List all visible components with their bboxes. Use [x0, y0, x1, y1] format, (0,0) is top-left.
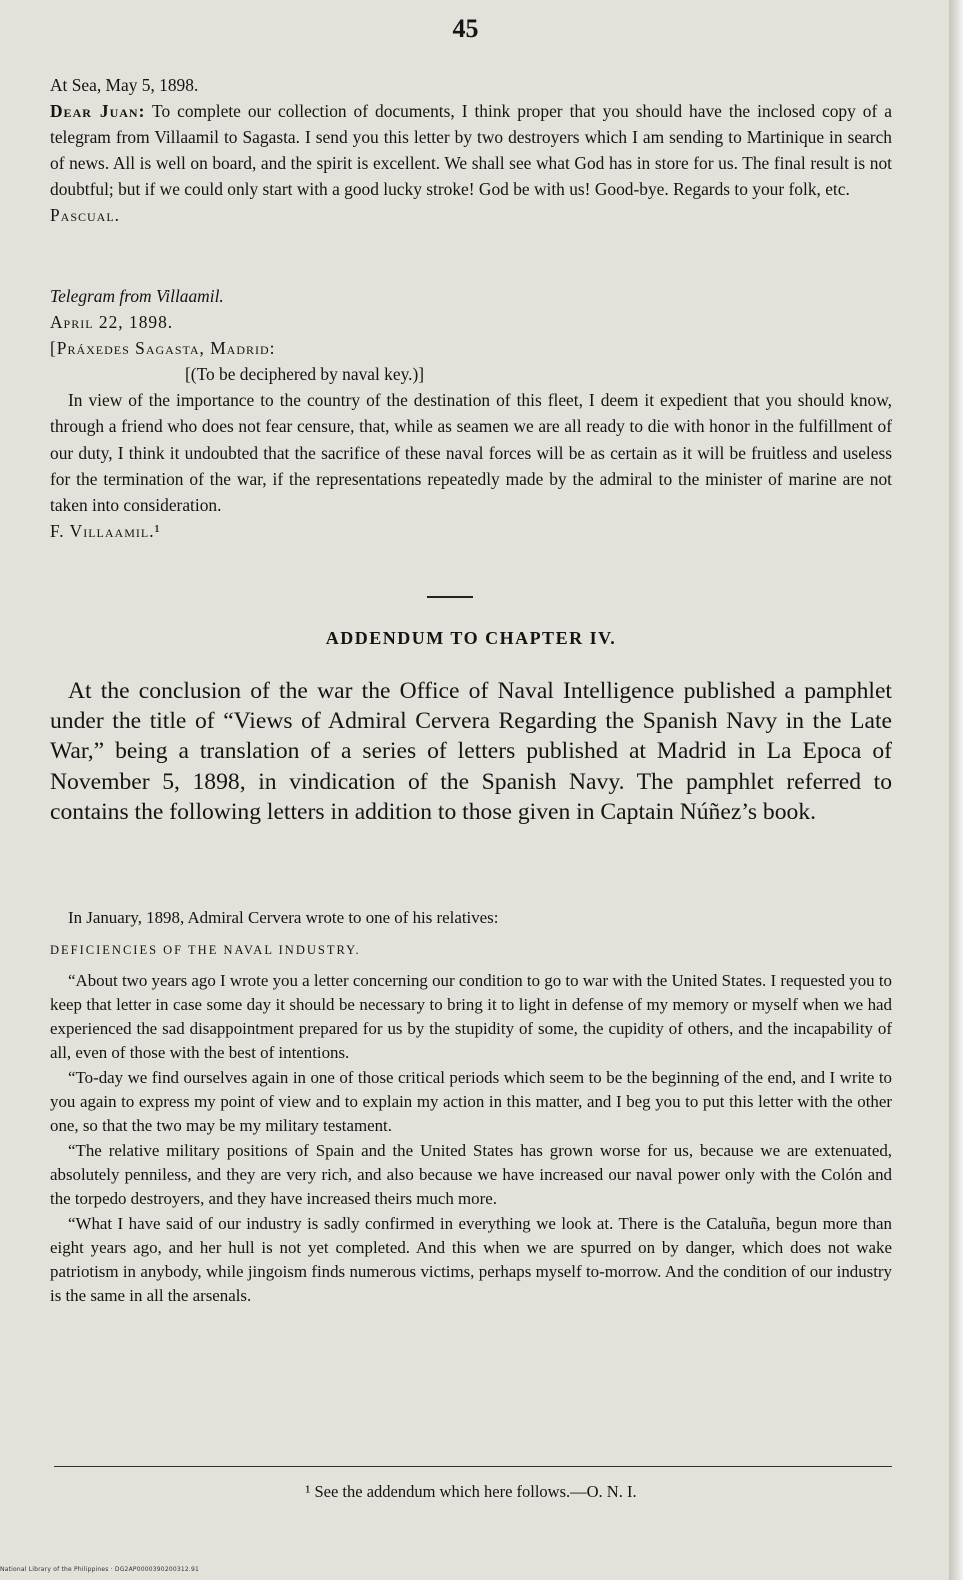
telegram-body: In view of the importance to the country of the destination of this fleet, I deem it expedient that you should know, through a friend who does not fear censure, that, while as seamen we are all ready to die with honor in the fulfillment of our duty, I think it undoubted that the sacrifice of these naval forces will be as certain as it will be fruitless and useless for the termination of the war, if the representations repeatedly made by the admiral to the minister of marine are not taken into consideration.: [50, 390, 892, 515]
page-number: 45: [452, 14, 479, 43]
addendum-paragraph: “To-day we find ourselves again in one of those critical periods which seem to be the beginning of the end, and I write to you again to express my point of view and to explain my action in this matter, and I beg you to put this letter with the other one, so that the two may be my military testament.: [50, 1067, 892, 1136]
addendum-paragraph: “About two years ago I wrote you a letter concerning our condition to go to war with the United States. I requested you to keep that letter in case some day it should be necessary to bring it to light in defense of my memory or myself when we had experienced the sad disappointment prepared for us by the stupidity of some, the cupidity of others, and the incapability of all, even of those with the best of intentions.: [50, 970, 892, 1063]
scan-credit: National Library of the Philippines · DG2AP0000390200312.91: [0, 1566, 200, 1573]
addendum-heading: ADDENDUM TO CHAPTER IV.: [325, 628, 617, 648]
page-gutter: [949, 0, 963, 1580]
addendum-subheading: DEFICIENCIES OF THE NAVAL INDUSTRY.: [50, 943, 361, 958]
telegram-title: Telegram from Villaamil.: [50, 286, 224, 306]
addendum-intro: At the conclusion of the war the Office of Naval Intelligence published a pamphlet under the title of “Views of Admiral Cervera Regarding the Spanish Navy in the Late War,” being a translation of a series of letters published at Madrid in La Epoca of November 5, 1898, in vindication of the Spanish Navy. The pamphlet referred to contains the following letters in addition to those given in Captain Núñez’s book.: [50, 678, 892, 825]
section-divider: [427, 596, 473, 598]
telegram-note: [(To be deciphered by naval key.)]: [185, 364, 425, 385]
addendum-letter: [50, 906, 892, 1309]
letter-body: [50, 98, 892, 202]
telegram-signature: F. Villaamil.¹: [50, 520, 161, 541]
footnote: ¹ See the addendum which here follows.—O. N. I.: [305, 1482, 637, 1501]
letter-body-text: To complete our collection of documents, I think proper that you should have the inclosed copy of a telegram from Villaamil to Sagasta. I send you this letter by two destroyers which I am sending to Martinique in search of news. All is well on board, and the spirit is excellent. We shall see what God has in store for us. The final result is not doubtful; but if we could only start with a good lucky stroke! God be with us! Good-bye. Regards to your folk, etc.: [50, 101, 892, 200]
letter-salutation: Dear Juan:: [50, 101, 146, 122]
letter-dateline: At Sea, May 5, 1898.: [50, 75, 199, 95]
telegram-addressee: [Práxedes Sagasta, Madrid:: [50, 338, 276, 359]
addendum-lead: In January, 1898, Admiral Cervera wrote to one of his relatives:: [68, 908, 499, 927]
telegram-date: April 22, 1898.: [50, 312, 174, 333]
letter: [50, 72, 892, 229]
addendum-paragraph: “The relative military positions of Spain and the United States has grown worse for us, because we are extenuated, absolutely penniless, and they are very rich, and also because we have increased our naval power only with the Colón and the torpedo destroyers, and they have increased theirs much more.: [50, 1140, 892, 1209]
letter-signature: Pascual.: [50, 205, 121, 226]
footnote-rule: [54, 1466, 892, 1467]
addendum-paragraph: “What I have said of our industry is sadly confirmed in everything we look at. There is the Cataluña, begun more than eight years ago, and her hull is not yet completed. And this when we are spurred on by danger, which does not wake patriotism in anybody, while jingoism finds numerous victims, perhaps myself to-morrow. And the condition of our industry is the same in all the arsenals.: [50, 1213, 892, 1306]
telegram: [50, 283, 892, 544]
